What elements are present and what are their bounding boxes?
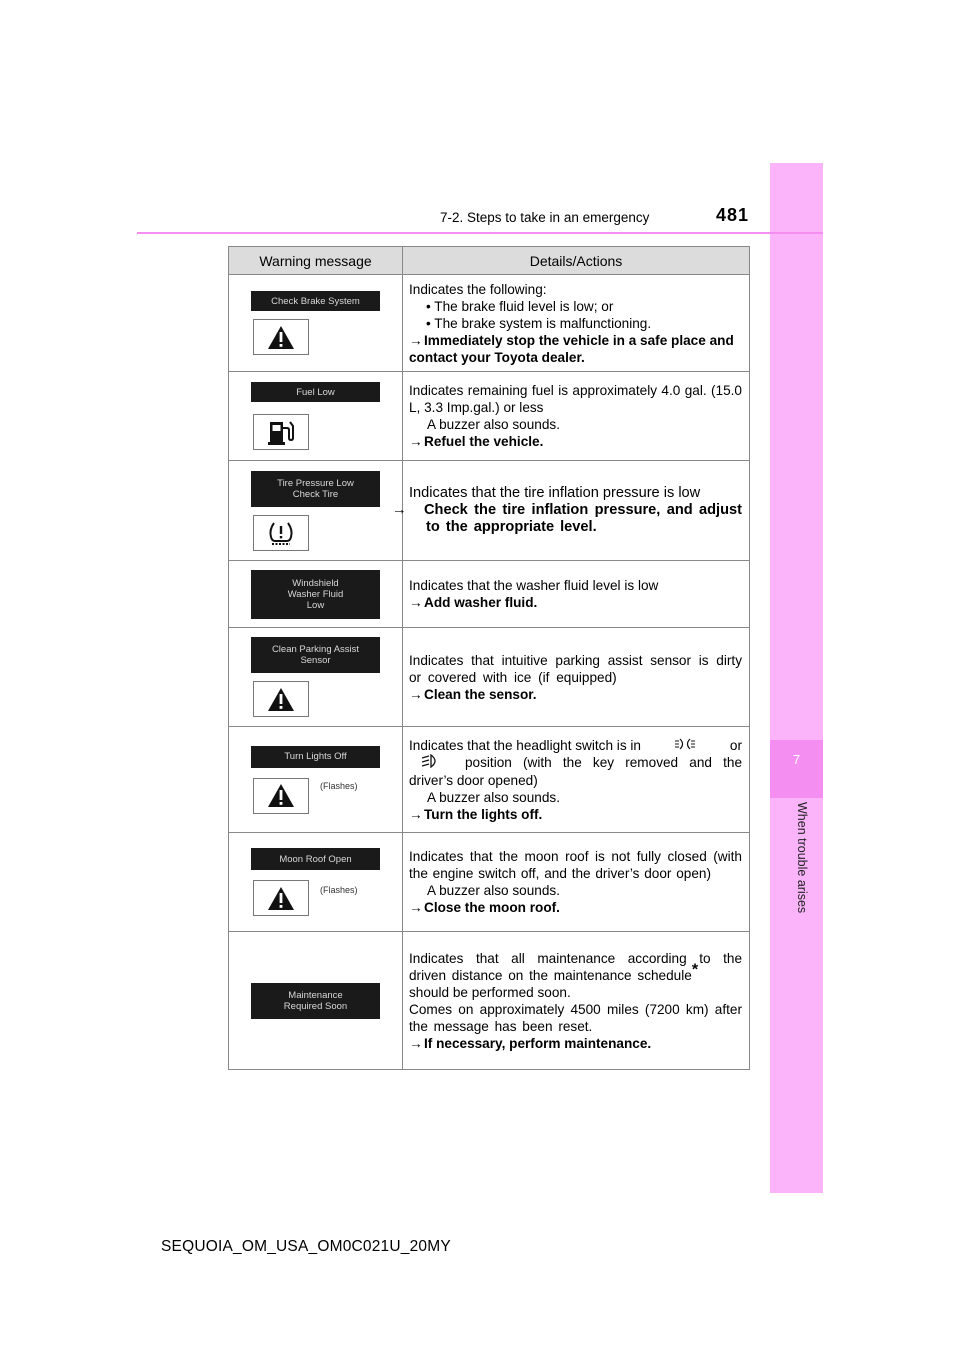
detail-line <box>409 754 742 772</box>
warning-triangle-icon <box>253 778 309 814</box>
note-text: A buzzer also sounds. <box>427 789 560 805</box>
action-text: →Clean the sensor. <box>409 686 537 702</box>
document-code: SEQUOIA_OM_USA_OM0C021U_20MY <box>161 1238 451 1255</box>
fuel-pump-icon <box>253 414 309 450</box>
detail-text: Indicates that the washer fluid level is low <box>409 578 659 593</box>
lcd-message: Fuel Low <box>251 382 380 402</box>
table-header-row <box>229 247 750 275</box>
header-rule <box>137 232 823 234</box>
arrow-right-icon: → <box>409 434 423 449</box>
table-row <box>229 932 750 1070</box>
table-row <box>229 372 750 461</box>
details-cell <box>403 932 750 1070</box>
chapter-title: When trouble arises <box>795 802 809 914</box>
detail-text: Indicates that intuitive parking assist sensor is dirty or covered with ice (if equipped) <box>409 652 742 685</box>
flashes-label: (Flashes) <box>320 885 358 895</box>
detail-text: Comes on approximately 4500 miles (7200 km) after the message has been reset. <box>409 1001 742 1034</box>
col-header-details-actions: Details/Actions <box>403 247 750 275</box>
details-cell <box>403 628 750 727</box>
message-cell <box>229 561 403 628</box>
detail-text: Indicates that the headlight switch is in <box>409 737 641 753</box>
lcd-message: Windshield Washer Fluid Low <box>251 570 380 619</box>
parking-light-icon <box>667 737 703 754</box>
details-cell <box>403 833 750 932</box>
detail-text: Indicates remaining fuel is approximately 4.0 gal. (15.0 L, 3.3 Imp.gal.) or less <box>409 383 742 415</box>
action-text: →If necessary, perform maintenance. <box>409 1035 652 1051</box>
table-row <box>229 833 750 932</box>
chapter-number-tab <box>770 740 823 798</box>
section-title: 7-2. Steps to take in an emergency <box>440 210 650 225</box>
tire-pressure-icon <box>253 515 309 551</box>
table-row <box>229 628 750 727</box>
chapter-side-tab <box>770 163 823 1193</box>
table-row <box>229 727 750 833</box>
action-text: →Immediately stop the vehicle in a safe place and contact your Toyota dealer. <box>409 332 734 365</box>
arrow-right-icon: → <box>409 595 423 610</box>
message-cell <box>229 727 403 833</box>
note-text: A buzzer also sounds. <box>427 417 560 432</box>
message-cell <box>229 461 403 561</box>
lcd-message: Check Brake System <box>251 291 380 311</box>
warning-triangle-icon <box>253 319 309 355</box>
lcd-message: Maintenance Required Soon <box>251 983 380 1019</box>
message-cell <box>229 628 403 727</box>
action-text: → Check the tire inflation pressure, and adjust to the appropriate level. <box>392 502 742 535</box>
arrow-right-icon: → <box>409 686 423 702</box>
lcd-message: Turn Lights Off <box>251 746 380 768</box>
action-text: →Close the moon roof. <box>409 900 560 915</box>
detail-text: Indicates that the tire inflation pressure is low <box>409 485 701 501</box>
note-text: A buzzer also sounds. <box>427 883 560 898</box>
col-header-warning-message: Warning message <box>229 247 403 275</box>
details-cell <box>403 727 750 833</box>
detail-text-rest: driver’s door opened) <box>409 772 538 788</box>
lcd-message: Moon Roof Open <box>251 848 380 870</box>
detail-or: or <box>729 737 742 753</box>
action-text: →Add washer fluid. <box>409 595 538 610</box>
detail-text: Indicates the following: <box>409 281 547 297</box>
warning-message-table <box>228 246 750 1070</box>
message-cell <box>229 275 403 372</box>
warning-triangle-icon <box>253 880 309 916</box>
arrow-right-icon: → <box>409 900 423 915</box>
warning-triangle-icon <box>253 681 309 717</box>
details-cell <box>392 461 750 561</box>
footnote-mark: * <box>691 960 699 978</box>
details-cell <box>403 372 750 461</box>
lcd-message: Clean Parking Assist Sensor <box>251 637 380 673</box>
message-cell <box>229 932 403 1070</box>
bullet-item: • The brake system is malfunctioning. <box>426 315 652 331</box>
detail-text: Indicates that all maintenance according to the driven distance on the maintenance schedule* <box>409 950 742 983</box>
detail-line <box>409 737 742 754</box>
chapter-number: 7 <box>792 752 801 767</box>
arrow-right-icon: → <box>392 502 407 518</box>
page-number: 481 <box>716 205 750 225</box>
action-text: →Refuel the vehicle. <box>409 434 544 449</box>
bullet-item: • The brake fluid level is low; or <box>426 298 614 314</box>
details-cell <box>403 275 750 372</box>
message-cell <box>229 833 403 932</box>
table-row <box>229 461 750 561</box>
headlight-icon <box>409 754 465 772</box>
arrow-right-icon: → <box>409 806 423 822</box>
message-cell <box>229 372 403 461</box>
table-row <box>229 275 750 372</box>
flashes-label: (Flashes) <box>320 781 358 791</box>
details-cell <box>403 561 750 628</box>
detail-text: should be performed soon. <box>409 984 571 1000</box>
table-row <box>229 561 750 628</box>
arrow-right-icon: → <box>409 1035 423 1051</box>
arrow-right-icon: → <box>409 332 423 348</box>
action-text: →Turn the lights off. <box>409 806 543 822</box>
detail-text: Indicates that the moon roof is not fully closed (with the engine switch off, and the driver’s door open) <box>409 849 742 881</box>
lcd-message: Tire Pressure Low Check Tire <box>251 471 380 507</box>
detail-text-first-line: position (with the key removed and the <box>465 754 742 770</box>
